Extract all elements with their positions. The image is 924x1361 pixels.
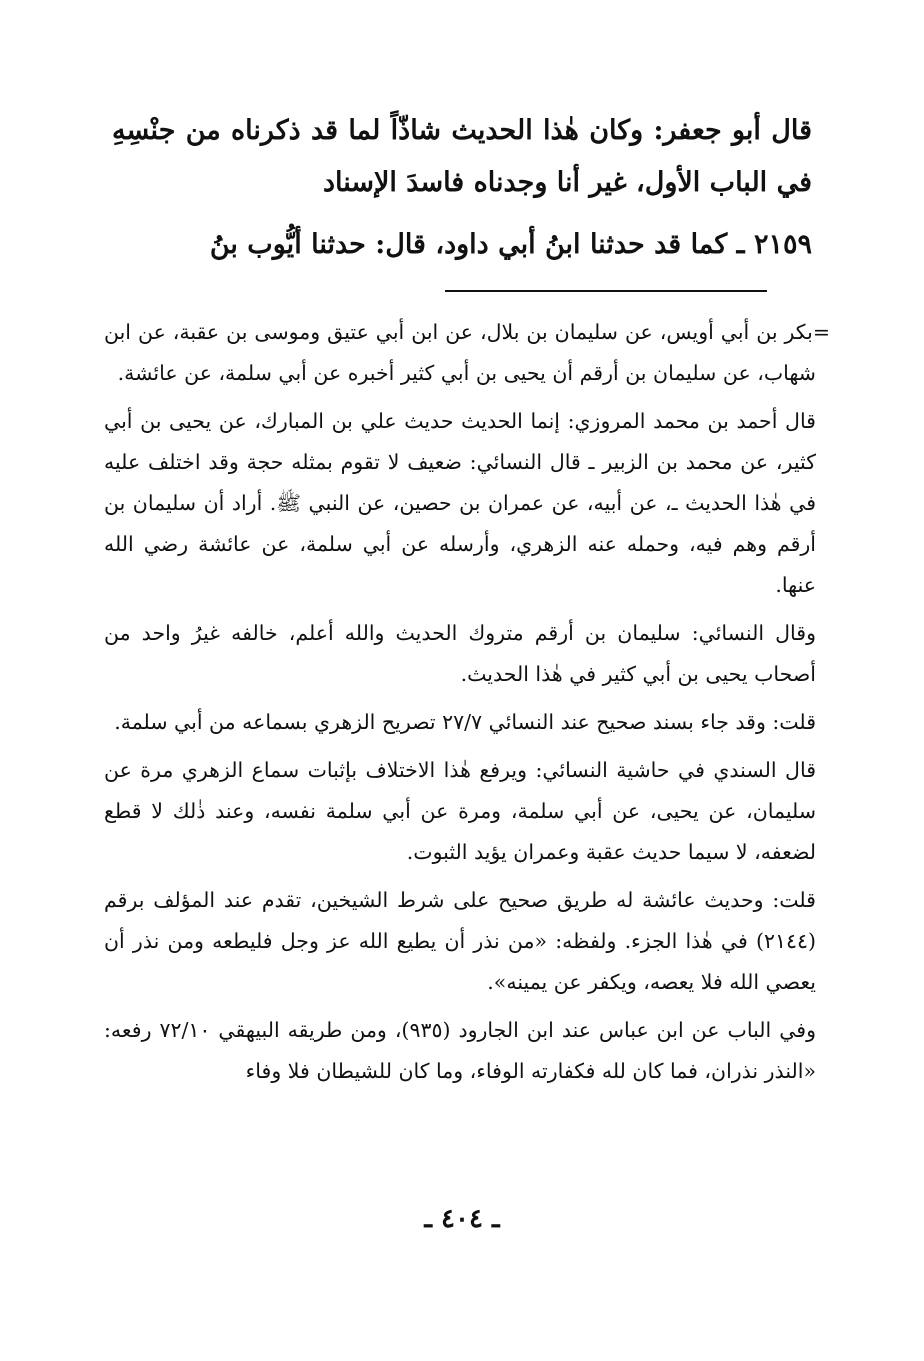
page-number: ـ ٤٠٤ ـ [424, 1204, 500, 1234]
main-paragraph-text: وكان هٰذا الحديث شاذّاً لما قد ذكرناه من جنْسِهِ في الباب الأول، غير أنا وجدناه فاسدَ الإسناد [112, 115, 812, 198]
main-text [112, 105, 812, 271]
footnote-paragraph-5: قال السندي في حاشية النسائي: ويرفع هٰذا الاختلاف بإثبات سماع الزهري مرة عن سليمان، عن يحيى، عن أبي سلمة، ومرة عن أبي سلمة نفسه، وعند ذٰلك لا قطع لضعفه، لا سيما حديث عقبة وعمران يؤيد الثبوت. [104, 758, 816, 864]
footnote-paragraph-1: =بكر بن أبي أويس، عن سليمان بن بلال، عن ابن أبي عتيق وموسى بن عقبة، عن ابن شهاب، عن سليمان بن أرقم أن يحيى بن أبي كثير أخبره عن أبي سلمة، عن عائشة. [104, 320, 830, 385]
footnote-paragraph-7: وفي الباب عن ابن عباس عند ابن الجارود (٩٣٥)، ومن طريقه البيهقي ٧٢/١٠ رفعه: «النذر نذران، فما كان لله فكفارته الوفاء، وما كان للشيطان فلا وفاء [104, 1018, 816, 1083]
footnote-divider [445, 290, 767, 292]
main-paragraph [112, 105, 812, 209]
footnote-paragraph-4: قلت: وقد جاء بسند صحيح عند النسائي ٢٧/٧ تصريح الزهري بسماعه من أبي سلمة. [114, 710, 816, 734]
hadith-line [112, 219, 812, 271]
footnote-paragraph-6: قلت: وحديث عائشة له طريق صحيح على شرط الشيخين، تقدم عند المؤلف برقم (٢١٤٤) في هٰذا الجزء. ولفظه: «من نذر أن يطيع الله عز وجل فليطعه ومن نذر أن يعصي الله فلا يعصه، ويكفر عن يمينه». [104, 888, 816, 994]
hadith-number: ٢١٥٩ [753, 229, 812, 260]
footnote-paragraph-3: وقال النسائي: سليمان بن أرقم متروك الحديث والله أعلم، خالفه غيرُ واحد من أصحاب يحيى بن أبي كثير في هٰذا الحديث. [104, 621, 816, 686]
footnote-paragraph-2: قال أحمد بن محمد المروزي: إنما الحديث حديث علي بن المبارك، عن يحيى بن أبي كثير، عن محمد بن الزبير ـ قال النسائي: ضعيف لا تقوم بمثله حجة وقد اختلف عليه في هٰذا الحديث ـ، عن أبيه، عن عمران بن حصين، عن النبي ﷺ. أراد أن سليمان بن أرقم وهم فيه، وحمله عنه الزهري، وأرسله عن أبي سلمة، عن عائشة رضي الله عنها. [104, 409, 816, 597]
footnotes [104, 312, 830, 1099]
main-paragraph-lead: قال أبو جعفر: [653, 115, 812, 146]
hadith-text: ـ كما قد حدثنا ابنُ أبي داود، قال: حدثنا أيُّوب بنُ [209, 229, 754, 260]
